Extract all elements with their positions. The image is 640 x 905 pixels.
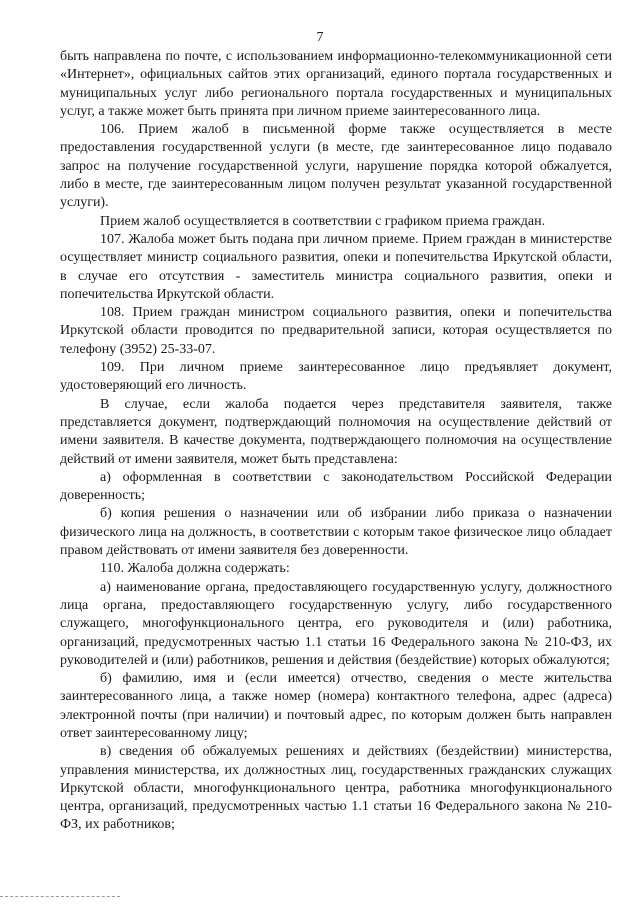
list-item-a-power-of-attorney: а) оформленная в соответствии с законодательством Российской Федерации доверенность; xyxy=(60,469,612,504)
paragraph-110: 110. Жалоба должна содержать: xyxy=(100,561,290,577)
list-item-b-applicant-info: б) фамилию, имя и (если имеется) отчество, сведения о месте жительства заинтересованного лица, а также номер (номера) контактного телефона, адрес (адреса) электронной почты (при наличии) и почтовый адрес, по которым должен быть направлен ответ заинтересованному лицу; xyxy=(60,671,612,741)
paragraph-107: 107. Жалоба может быть подана при личном приеме. Прием граждан в министерстве осуществляет министр социального развития, опеки и попечительства Иркутской области, в случае его отсутствия - заместитель министра социального развития, опеки и попечительства Иркутской области. xyxy=(60,231,612,302)
scan-edge-divider xyxy=(0,896,120,897)
list-item-v-appealed-actions: в) сведения об обжалуемых решениях и действиях (бездействии) министерства, управления министерства, их должностных лиц, государственных гражданских служащих Иркутской области, многофункционального центра, работника многофункционального центра, организаций, предусмотренных частью 1.1 статьи 16 Федерального закона № 210-ФЗ, их работников; xyxy=(60,744,612,833)
paragraph-106: 106. Прием жалоб в письменной форме также осуществляется в месте предоставления государственной услуги (в месте, где заинтересованное лицо подавало запрос на получение государственной услуги, нарушение порядка которой обжалуется, либо в месте, где заинтересованным лицом получен результат указанной государственной услуги). xyxy=(60,122,612,211)
list-item-a-body-name: а) наименование органа, предоставляющего государственную услугу, должностного лица органа, предоставляющего государственную услугу, либо государственного служащего, многофункционального центра, его руководителя и (или) работника, организаций, предусмотренных частью 1.1 статьи 16 Федерального закона № 210-ФЗ, их руководителей и (или) работников, решения и действия (бездействие) которых обжалуются; xyxy=(60,579,612,668)
document-body xyxy=(60,48,612,835)
paragraph-109: 109. При личном приеме заинтересованное лицо предъявляет документ, удостоверяющий его личность. xyxy=(60,360,612,394)
paragraph-108: 108. Прием граждан министром социального развития, опеки и попечительства Иркутской области проводится по предварительной записи, которая осуществляется по телефону (3952) 25-33-07. xyxy=(60,305,612,357)
list-item-b-appointment-decision: б) копия решения о назначении или об избрании либо приказа о назначении физического лица на должность, в соответствии с которым такое физическое лицо обладает правом действовать от имени заявителя без доверенности. xyxy=(60,506,612,559)
paragraph-continuation: быть направлена по почте, с использованием информационно-телекоммуникационной сети «Интернет», официальных сайтов этих организаций, единого портала государственных и муниципальных услуг либо регионального портала государственных и муниципальных услуг, а также может быть принята при личном приеме заинтересованного лица. xyxy=(60,49,612,119)
page-number: 7 xyxy=(316,30,324,45)
paragraph-representative: В случае, если жалоба подается через представителя заявителя, также представляется документ, подтверждающий полномочия на осуществление действий от имени заявителя. В качестве документа, подтверждающего полномочия на осуществление действий от имени заявителя, может быть представлена: xyxy=(60,396,612,467)
paragraph-reception-schedule: Прием жалоб осуществляется в соответствии с графиком приема граждан. xyxy=(100,213,546,229)
